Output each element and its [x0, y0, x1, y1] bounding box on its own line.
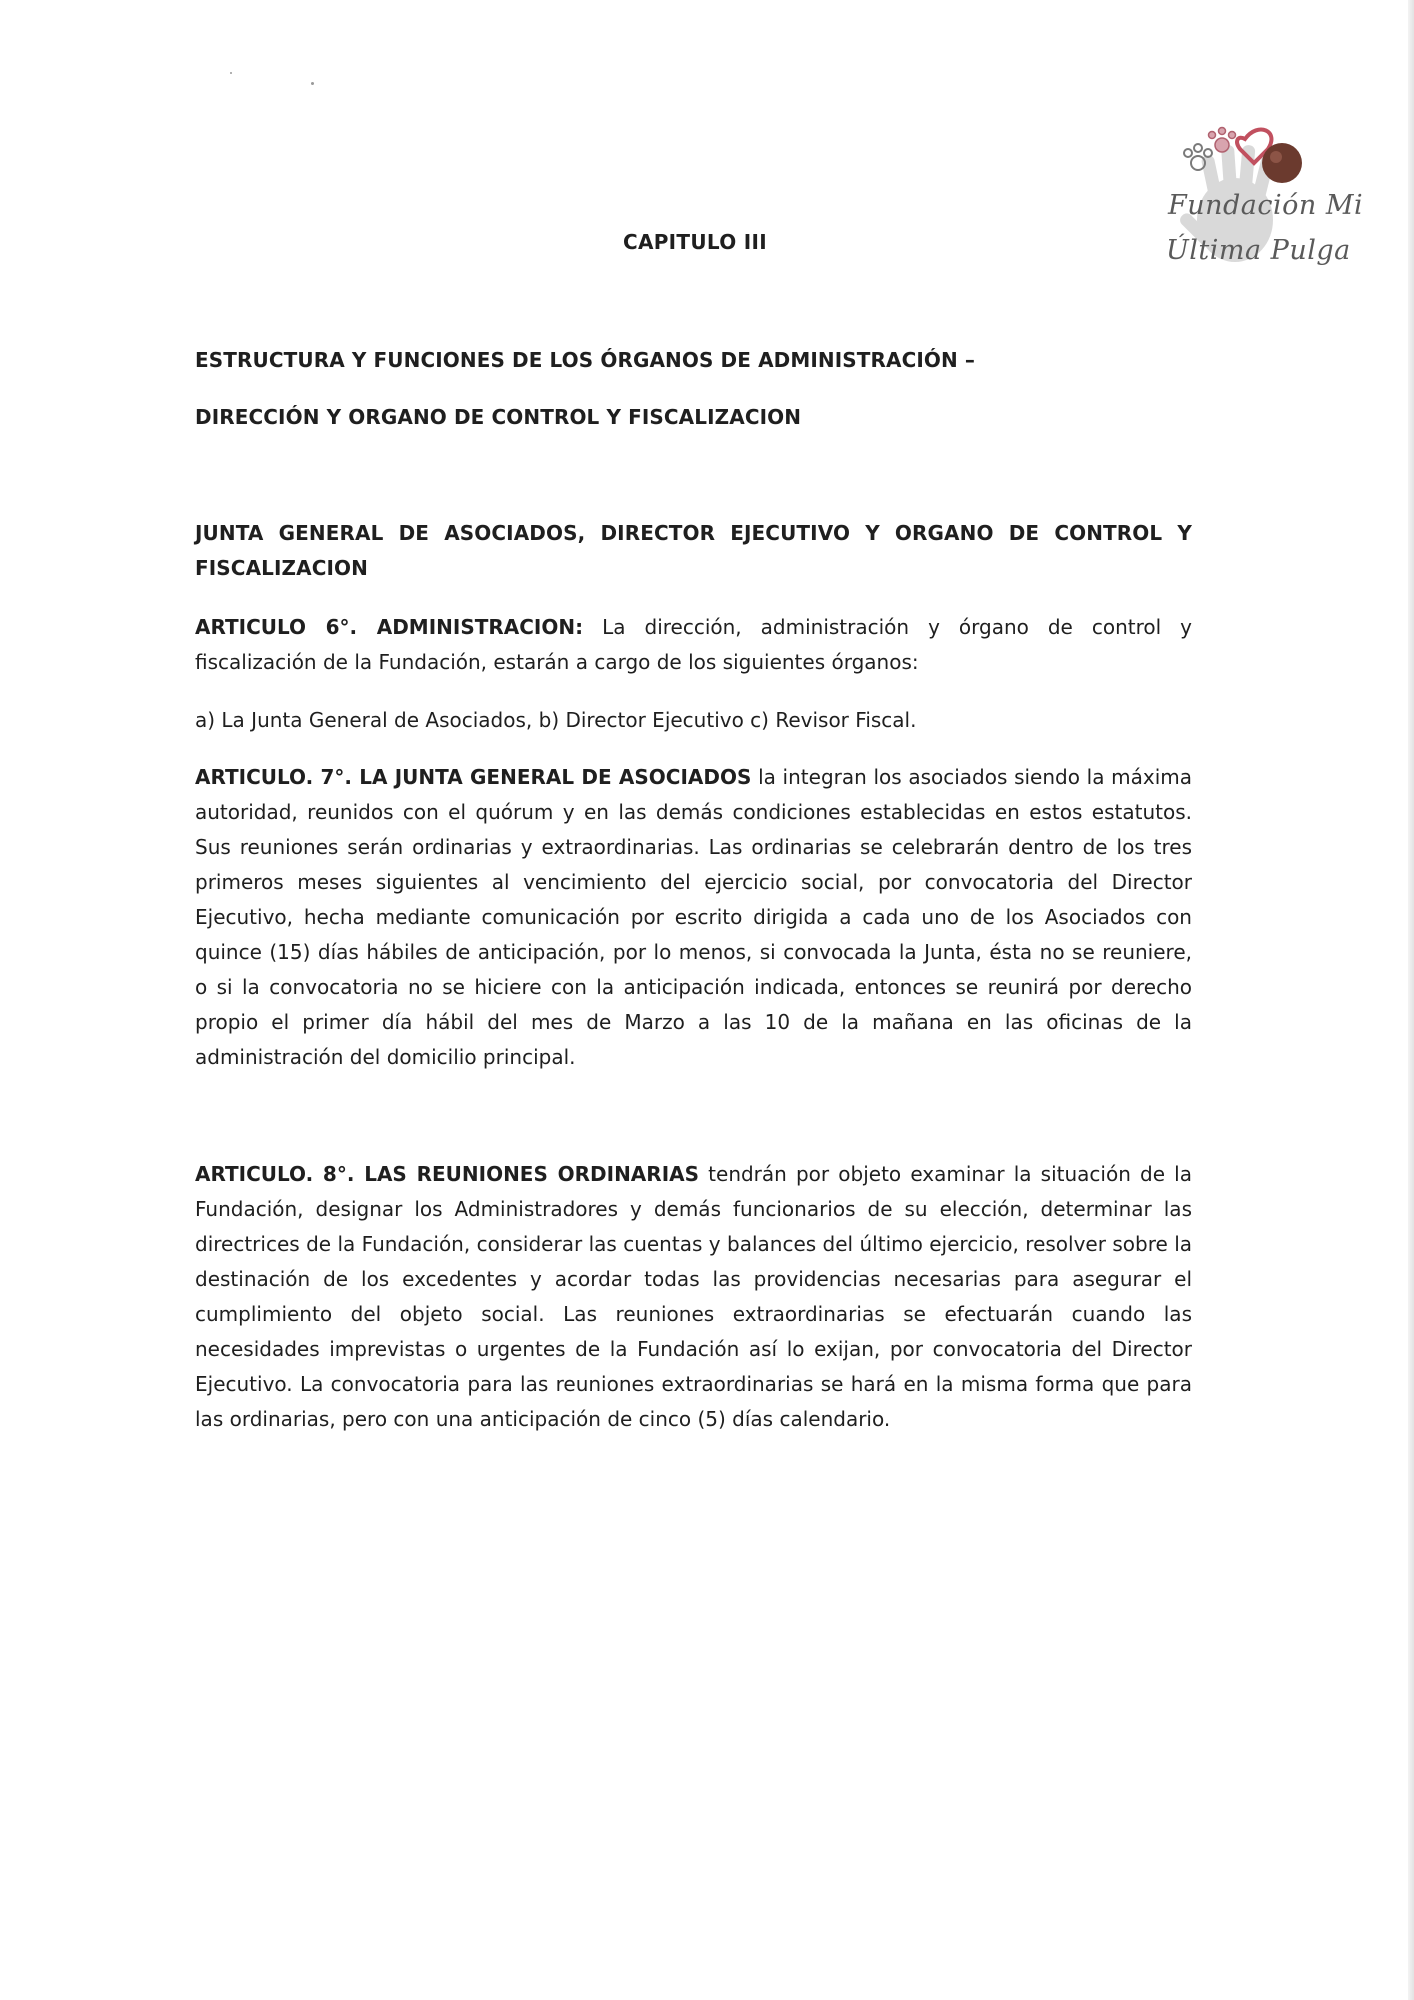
section-heading-structure: ESTRUCTURA Y FUNCIONES DE LOS ÓRGANOS DE ADMINISTRACIÓN – [195, 348, 976, 372]
logo-text-line2: Última Pulga [1166, 235, 1351, 266]
scan-speck [311, 82, 314, 85]
article-6-text: La dirección, administración y órgano de control y fiscalización de la Fundación, estarán a cargo de los siguientes órganos: [195, 615, 1193, 674]
article-7 [195, 760, 1192, 1075]
article-8 [195, 1157, 1192, 1437]
article-8-label: ARTICULO. 8°. LAS REUNIONES ORDINARIAS [195, 1162, 700, 1186]
section-heading-junta-cont: FISCALIZACION [195, 556, 368, 580]
article-6 [195, 610, 1192, 680]
organs-list: a) La Junta General de Asociados, b) Director Ejecutivo c) Revisor Fiscal. [195, 708, 917, 732]
section-heading-junta: JUNTA GENERAL DE ASOCIADOS, DIRECTOR EJECUTIVO Y ORGANO DE CONTROL Y [195, 521, 1192, 545]
chapter-title: CAPITULO III [622, 230, 768, 254]
section-heading-direction: DIRECCIÓN Y ORGANO DE CONTROL Y FISCALIZACION [195, 405, 802, 429]
article-7-label: ARTICULO. 7°. LA JUNTA GENERAL DE ASOCIADOS [195, 765, 752, 789]
page-edge [1408, 0, 1414, 2000]
scan-speck [230, 72, 232, 74]
article-7-text: la integran los asociados siendo la máxima autoridad, reunidos con el quórum y en las demás condiciones establecidas en estos estatutos. Sus reuniones serán ordinarias y extraordinarias. Las ordinarias se celebrarán dentro de los tres primeros meses siguientes al vencimiento del ejercicio social, por convocatoria del Director Ejecutivo, hecha mediante comunicación por escrito dirigida a cada uno de los Asociados con quince (15) días hábiles de anticipación, por lo menos, si convocada la Junta, ésta no se reuniere, o si la convocatoria no se hiciere con la anticipación indicada, entonces se reunirá por derecho propio el primer día hábil del mes de Marzo a las 10 de la mañana en las oficinas de la administración del domicilio principal. [195, 765, 1192, 1069]
article-6-label: ARTICULO 6°. ADMINISTRACION: [195, 615, 584, 639]
article-8-text: tendrán por objeto examinar la situación de la Fundación, designar los Administradores y demás funcionarios de su elección, determinar las directrices de la Fundación, considerar las cuentas y balances del último ejercicio, resolver sobre la destinación de los excedentes y acordar todas las providencias necesarias para asegurar el cumplimiento del objeto social. Las reuniones extraordinarias se efectuarán cuando las necesidades imprevistas o urgentes de la Fundación así lo exijan, por convocatoria del Director Ejecutivo. La convocatoria para las reuniones extraordinarias se hará en la misma forma que para las ordinarias, pero con una anticipación de cinco (5) días calendario. [195, 1162, 1192, 1431]
logo-text-line1: Fundación Mi [1168, 190, 1364, 221]
